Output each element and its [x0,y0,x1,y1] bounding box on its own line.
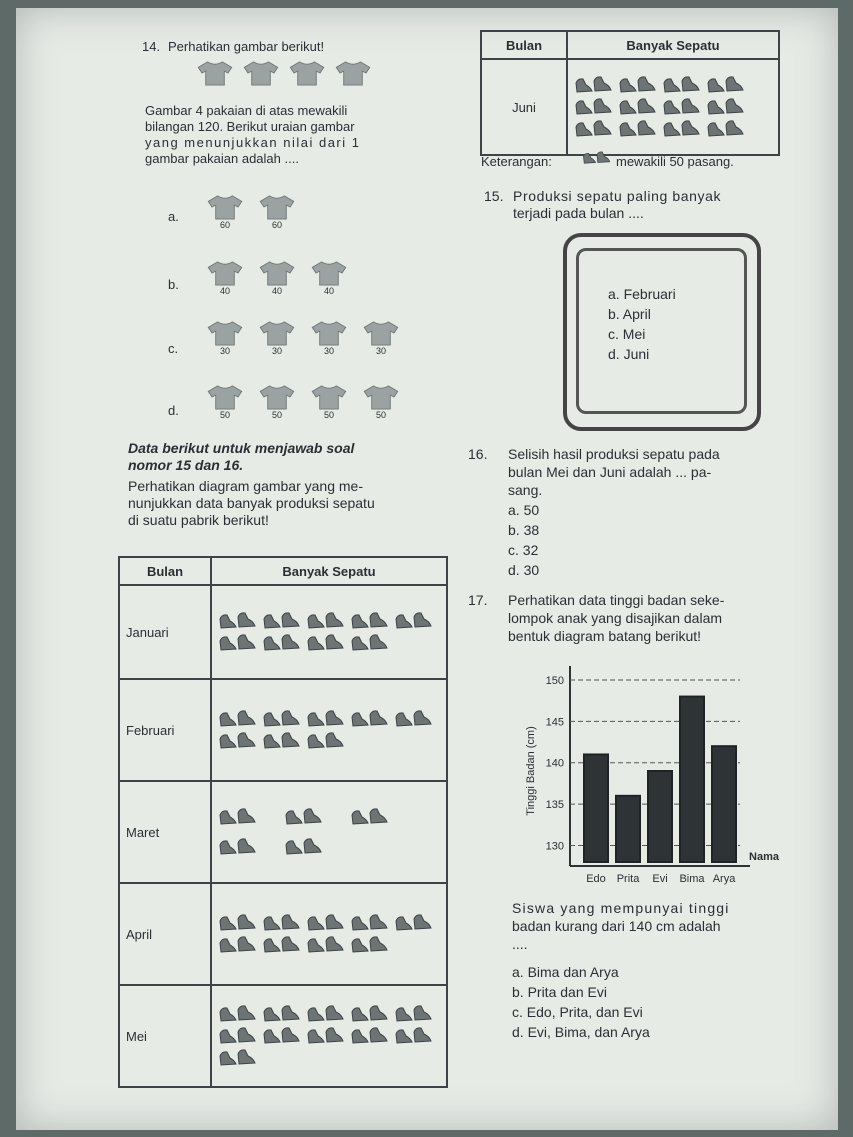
shoe-icon-group [212,705,446,755]
shoe-icon [350,709,390,729]
shirt-icon [310,260,348,286]
q14-body-1: Gambar 4 pakaian di atas mewakili [145,103,348,118]
shoe-icon [262,709,302,729]
shoe-icon [350,611,390,631]
shoe-icon [394,1026,434,1046]
shoe-icon [618,119,658,139]
q14-intro: Perhatikan gambar berikut! [168,39,325,54]
shirt-label: 30 [271,346,282,356]
shirt-icon [196,60,234,86]
table-icons-cell [211,585,447,679]
shirt-icon [362,384,400,410]
production-table [118,556,448,1088]
y-tick-label: 150 [545,675,564,687]
shoe-icon [218,633,258,653]
shoe-icon [394,913,434,933]
shirt-icon [258,260,296,286]
shirt-icon [288,60,326,86]
shirt-icon [258,320,296,346]
shirt-label: 60 [271,220,282,230]
q14-body-3: yang menunjukkan nilai dari 1 [145,135,361,150]
q14-option-d[interactable] [206,384,400,420]
instruction-line3: Perhatikan diagram gambar yang me- [128,478,364,494]
shoe-icon [218,807,258,827]
q16-number: 16. [468,446,488,462]
shirt-icon [334,60,372,86]
shoe-icon [306,709,346,729]
shoe-icon [394,611,434,631]
shoe-icon [218,1048,258,1068]
bar-bima [680,697,704,862]
table-row [119,679,447,781]
shirt-label: 30 [219,346,230,356]
q15-line2: terjadi pada bulan .... [513,205,644,221]
q16-option-d[interactable]: d. 30 [508,562,540,578]
q17-option-c[interactable]: c. Edo, Prita, dan Evi [512,1004,643,1020]
q16-line1: Selisih hasil produksi sepatu pada [508,446,720,462]
shoe-icon [262,1026,302,1046]
table-icons-cell [211,781,447,883]
shirt-label: 50 [219,410,230,420]
shoe-icon [618,97,658,117]
q17-option-a[interactable]: a. Bima dan Arya [512,964,619,980]
bar-evi [648,771,672,862]
table-row [119,985,447,1087]
shoe-icon [218,709,258,729]
table-month: Maret [119,781,211,883]
shoe-icon [306,633,346,653]
shirt-label: 50 [323,410,334,420]
q14-body-4: gambar pakaian adalah .... [145,151,299,166]
table-row [119,585,447,679]
q17-question-line2: badan kurang dari 140 cm adalah [512,918,721,934]
y-tick-label: 140 [545,757,564,770]
shirt-icon [258,384,296,410]
top-table-header-count: Banyak Sepatu [567,31,779,59]
instruction-line5: di suatu pabrik berikut! [128,512,269,528]
shoe-icon [574,97,614,117]
shoe-icon [262,913,302,933]
shoe-icon [574,75,614,95]
x-tick-label: Evi [652,873,668,885]
y-axis-title: Tinggi Badan (cm) [525,726,537,816]
shoe-icon [662,75,702,95]
shoe-icon-group [212,1000,446,1072]
y-tick-label: 130 [545,840,564,853]
shoe-icon-group [212,607,446,657]
q15-line1: Produksi sepatu paling banyak [513,188,722,204]
shoe-icon [218,913,258,933]
table-row [119,883,447,985]
q15-option-a[interactable]: a. Februari [608,286,676,302]
top-table-month: Juni [481,59,567,155]
shoe-icon [218,1004,258,1024]
shoe-icon [218,611,258,631]
shoe-icon [350,807,390,827]
shoe-icon [706,97,746,117]
q17-question-line3: .... [512,936,528,952]
x-axis-title: Nama [749,851,779,863]
shoe-icon [262,633,302,653]
q16-option-a[interactable]: a. 50 [508,502,540,518]
table-icons-cell [211,679,447,781]
q15-number: 15. [484,188,504,204]
q16-line2: bulan Mei dan Juni adalah ... pa- [508,464,712,480]
q16-option-b[interactable]: b. 38 [508,522,540,538]
q17-number: 17. [468,592,488,608]
q14-option-c[interactable] [206,320,400,356]
q15-option-b[interactable]: b. April [608,306,651,322]
shirt-label: 40 [271,286,282,296]
shirt-icon [258,194,296,220]
shirt-icon [362,320,400,346]
shoe-icon-group [568,71,778,143]
q17-option-d[interactable]: d. Evi, Bima, dan Arya [512,1024,650,1040]
shirt-icon [310,320,348,346]
legend-value: mewakili 50 pasang. [616,154,734,169]
q17-line1: Perhatikan data tinggi badan seke- [508,592,725,608]
shoe-icon [218,1026,258,1046]
shirt-label: 40 [219,286,230,296]
q17-option-b[interactable]: b. Prita dan Evi [512,984,607,1000]
shirt-label: 50 [375,410,386,420]
shoe-icon [662,119,702,139]
shoe-icon [306,935,346,955]
top-table-icons [567,59,779,155]
shoe-icon [574,119,614,139]
shirt-icon [242,60,280,86]
shoe-icon [306,1004,346,1024]
x-tick-label: Prita [616,873,640,885]
table-header-count: Banyak Sepatu [211,557,447,585]
shoe-icon [582,150,612,166]
x-tick-label: Bima [679,873,705,885]
shoe-icon [394,709,434,729]
shoe-icon [706,75,746,95]
shoe-icon [218,837,258,857]
shoe-icon [350,633,390,653]
shirt-icon [310,384,348,410]
q15-option-d[interactable]: d. Juni [608,346,650,362]
shoe-icon [218,935,258,955]
shoe-icon [306,1026,346,1046]
shoe-icon-group [212,803,446,861]
table-header-month: Bulan [119,557,211,585]
q14-option-a[interactable] [206,194,296,230]
y-tick-label: 135 [545,799,564,812]
table-month: Mei [119,985,211,1087]
shoe-icon [262,611,302,631]
shoe-icon [350,1004,390,1024]
bar-edo [584,754,608,862]
shoe-icon [350,1026,390,1046]
shirt-icon [206,260,244,286]
bar-arya [712,746,736,862]
shoe-icon [262,1004,302,1024]
instruction-line2: nomor 15 dan 16. [128,457,244,473]
shirt-icon [206,194,244,220]
q15-option-c[interactable]: c. Mei [608,326,646,342]
shoe-icon [306,913,346,933]
worksheet-page [16,8,838,1130]
shoe-icon [350,913,390,933]
shirt-icon [206,320,244,346]
answer-frame-inner [576,248,747,414]
shirt-label: 40 [323,286,334,296]
legend-label: Keterangan: [481,154,552,169]
table-month: Februari [119,679,211,781]
q17-line3: bentuk diagram batang berikut! [508,628,702,644]
shirt-label: 30 [323,346,334,356]
shoe-icon-group [212,909,446,959]
shoe-icon [306,731,346,751]
top-shoe-table [480,30,780,156]
shoe-icon [306,611,346,631]
height-bar-chart [492,656,792,894]
shoe-icon [394,1004,434,1024]
x-tick-label: Edo [586,873,606,885]
shirt-label: 30 [375,346,386,356]
q16-option-c[interactable]: c. 32 [508,542,539,558]
table-month: April [119,883,211,985]
shoe-icon [618,75,658,95]
q14-shirt-row [196,60,372,86]
table-row [119,781,447,883]
q17-question-line1: Siswa yang mempunyai tinggi [512,900,730,916]
q14-option-c-letter[interactable]: c. [168,341,179,356]
instruction-line1: Data berikut untuk menjawab soal [128,440,355,456]
table-icons-cell [211,985,447,1087]
shirt-label: 60 [219,220,230,230]
table-month: Januari [119,585,211,679]
q14-option-b[interactable] [206,260,348,296]
q16-line3: sang. [508,482,543,498]
shoe-icon [350,935,390,955]
q14-option-b-letter[interactable]: b. [168,277,179,292]
y-tick-label: 145 [545,716,564,729]
shoe-icon [262,731,302,751]
shirt-label: 50 [271,410,282,420]
shoe-icon [706,119,746,139]
q14-body-2: bilangan 120. Berikut uraian gambar [145,119,355,134]
q17-line2: lompok anak yang disajikan dalam [508,610,723,626]
q14-number: 14. [142,39,161,54]
q14-option-a-letter[interactable]: a. [168,209,179,224]
shirt-icon [206,384,244,410]
q14-option-d-letter[interactable]: d. [168,403,179,418]
shoe-icon [218,731,258,751]
shoe-icon [284,807,324,827]
x-tick-label: Arya [712,873,736,885]
shoe-icon [284,837,324,857]
top-table-header-month: Bulan [481,31,567,59]
instruction-line4: nunjukkan data banyak produksi sepatu [128,495,375,511]
shoe-icon [262,935,302,955]
bar-prita [616,796,640,862]
shoe-icon [662,97,702,117]
table-icons-cell [211,883,447,985]
